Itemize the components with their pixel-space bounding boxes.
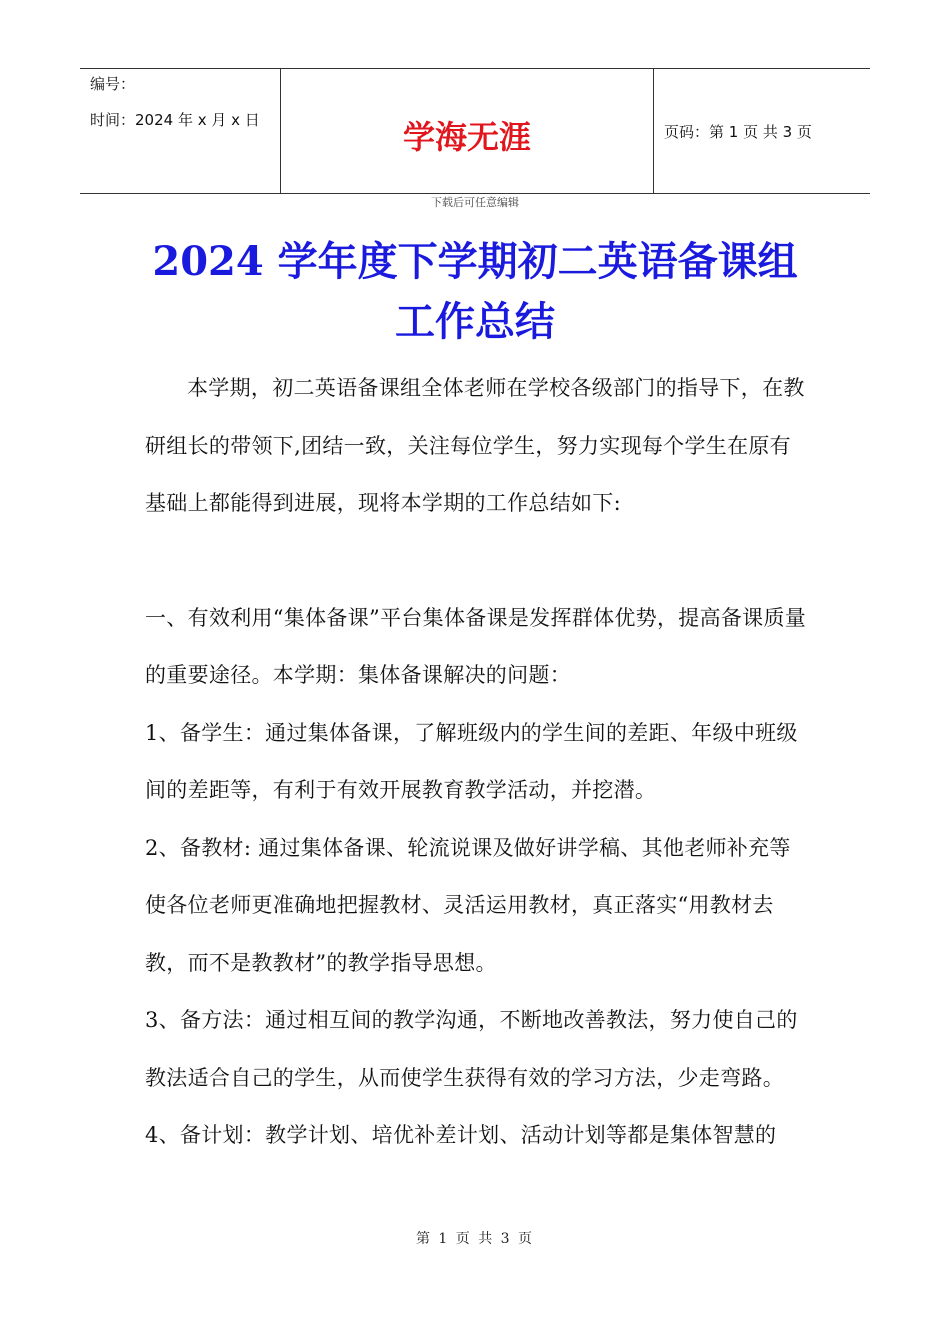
page-footer: 第 1 页 共 3 页 — [415, 1231, 535, 1247]
list-item: 2、备教材: 通过集体备课、轮流说课及做好讲学稿、其他老师补充等使各位老师更准确地把握教材、灵活运用教材，真正落实“用教材去教，而不是教教材”的教学指导思想。 — [145, 835, 791, 975]
page-count-label: 页码：第 1 页 共 3 页 — [664, 122, 812, 141]
document-title — [80, 232, 870, 352]
document-body — [145, 360, 811, 1165]
download-note: 下载后可任意编辑 — [431, 196, 519, 209]
brand-title: 学海无涯 — [402, 118, 531, 156]
document-number-label: 编号： — [90, 75, 136, 93]
header-left-cell — [80, 69, 281, 193]
section-heading-paragraph: 一、有效利用“集体备课”平台集体备课是发挥群体优势，提高备课质量的重要途径。本学期：集体备课解决的问题： — [145, 605, 807, 687]
list-item: 1、备学生：通过集体备课，了解班级内的学生间的差距、年级中班级间的差距等，有利于有效开展教育教学活动，并挖潜。 — [145, 720, 798, 802]
title-line-1: 2024 学年度下学期初二英语备课组 — [152, 238, 798, 285]
document-time-label: 时间：2024 年 x 月 x 日 — [90, 111, 260, 129]
list-item: 4、备计划：教学计划、培优补差计划、活动计划等都是集体智慧的 — [145, 1123, 777, 1147]
intro-paragraph: 本学期，初二英语备课组全体老师在学校各级部门的指导下，在教研组长的带领下,团结一致，关注每位学生，努力实现每个学生在原有基础上都能得到进展，现将本学期的工作总结如下: — [145, 376, 805, 515]
header-right-cell — [654, 69, 870, 193]
title-line-2: 工作总结 — [395, 298, 555, 345]
header-mid-cell — [281, 69, 654, 193]
header-table — [80, 68, 870, 194]
list-item: 3、备方法：通过相互间的教学沟通，不断地改善教法，努力使自己的教法适合自己的学生，从而使学生获得有效的学习方法，少走弯路。 — [145, 1008, 798, 1090]
